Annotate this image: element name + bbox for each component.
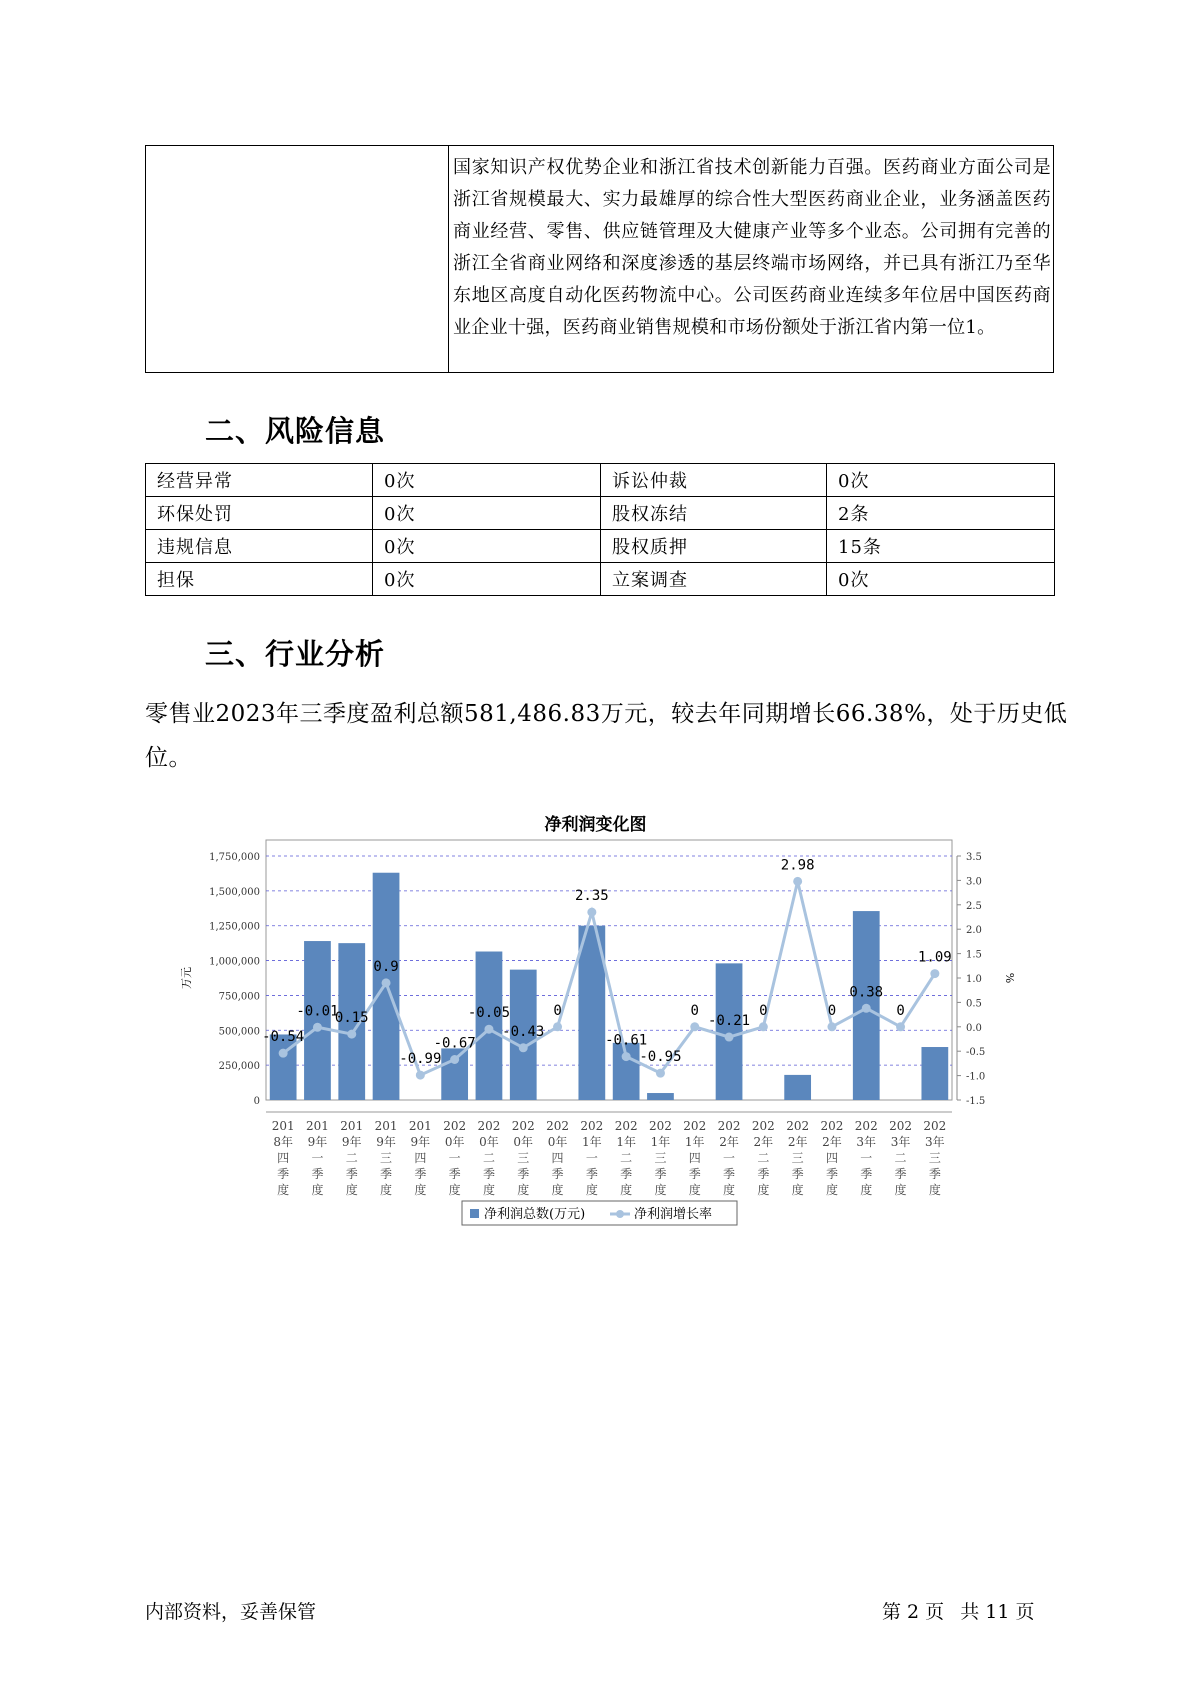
growth-data-label: -0.05 (467, 1005, 511, 1022)
growth-data-label: 0 (827, 1002, 837, 1019)
growth-data-label: 1.09 (917, 949, 952, 966)
growth-data-label: -0.67 (433, 1035, 476, 1052)
intro-table (145, 145, 1054, 373)
growth-data-label: 0 (896, 1002, 905, 1019)
y2-tick-label: 0.5 (966, 998, 982, 1010)
growth-point (347, 1030, 356, 1039)
intro-text: 国家知识产权优势企业和浙江省技术创新能力百强。医药商业方面公司是浙江省规模最大、实力最雄厚的综合性大型医药商业企业，业务涵盖医药商业经营、零售、供应链管理及大健康产业等多个业态。公司拥有完善的浙江全省商业网络和深度渗透的基层终端市场网络，并已具有浙江乃至华东地区高度自动化医药物流中心。公司医药商业连续多年位居中国医药商业企业十强，医药商业销售规模和市场份额处于浙江省内第一位1。 (453, 157, 1051, 338)
footer-total-pages: 共 11 页 (960, 1601, 1035, 1623)
footer-page (882, 1597, 1044, 1624)
x-tick-label: 201 9年四季度 (408, 1119, 432, 1197)
x-tick-label: 202 3年二季度 (889, 1119, 913, 1197)
plot-frame (266, 840, 952, 1100)
growth-data-label: 0.9 (373, 958, 399, 975)
x-tick-label: 202 1年三季度 (648, 1119, 672, 1197)
bar (784, 1075, 811, 1100)
y-tick-label: 750,000 (218, 991, 260, 1003)
x-tick-label: 201 9年三季度 (374, 1119, 398, 1197)
y-tick-label: 0 (253, 1096, 260, 1107)
legend-bar-label: 净利润总数(万元) (484, 1207, 586, 1222)
growth-data-label: 2.98 (780, 857, 815, 874)
growth-point (622, 1052, 631, 1061)
risk-value: 0次 (373, 563, 601, 596)
y2-tick-label: -1.0 (966, 1071, 986, 1083)
x-tick-label: 202 0年四季度 (546, 1119, 570, 1197)
growth-point (930, 969, 939, 978)
x-tick-label: 202 2年三季度 (786, 1119, 810, 1197)
y2-tick-label: 3.0 (966, 876, 982, 888)
growth-point (553, 1022, 562, 1031)
x-tick-label: 202 0年一季度 (443, 1119, 467, 1197)
bar (716, 963, 743, 1100)
risk-label: 违规信息 (146, 530, 373, 563)
risk-row (146, 464, 1055, 497)
x-tick-label: 202 0年三季度 (511, 1119, 535, 1197)
growth-point (416, 1071, 425, 1080)
growth-point (587, 908, 596, 917)
growth-point (519, 1043, 528, 1052)
growth-data-label: -0.01 (296, 1003, 339, 1020)
x-tick-label: 202 3年一季度 (854, 1119, 878, 1197)
x-tick-label: 202 2年四季度 (820, 1119, 844, 1197)
x-tick-label: 202 0年二季度 (477, 1119, 501, 1197)
growth-data-label: 2.35 (574, 888, 609, 905)
footer-note: 内部资料，妥善保管 (145, 1601, 317, 1623)
growth-point (793, 877, 802, 886)
risk-label: 环保处罚 (146, 497, 373, 530)
x-tick-label: 201 8年四季度 (271, 1119, 295, 1197)
risk-row (146, 530, 1055, 563)
risk-label: 诉讼仲裁 (601, 464, 827, 497)
growth-data-label: 0.38 (849, 984, 884, 1001)
risk-label: 担保 (146, 563, 373, 596)
y2-axis-label: % (1003, 972, 1016, 984)
y2-tick-label: 2.5 (966, 900, 982, 912)
bar (921, 1047, 948, 1100)
growth-point (313, 1023, 322, 1032)
y-tick-label: 1,500,000 (209, 886, 260, 898)
risk-value: 0次 (827, 563, 1055, 596)
risk-label: 经营异常 (146, 464, 373, 497)
x-tick-label: 202 3年三季度 (923, 1119, 947, 1197)
growth-data-label: 0 (759, 1002, 768, 1019)
risk-label: 股权质押 (601, 530, 827, 563)
y-tick-label: 250,000 (218, 1061, 260, 1073)
net-profit-chart (170, 800, 1030, 1260)
growth-point (862, 1004, 871, 1013)
growth-data-label: -0.54 (262, 1029, 305, 1046)
growth-data-label: 0 (690, 1002, 699, 1019)
x-tick-label: 201 9年一季度 (305, 1119, 329, 1197)
bar (304, 941, 331, 1100)
y2-tick-label: 2.0 (966, 925, 982, 937)
growth-data-label: -0.43 (502, 1023, 545, 1040)
growth-point (450, 1055, 459, 1064)
chart-title: 净利润变化图 (544, 815, 647, 835)
growth-data-label: 0 (553, 1002, 562, 1019)
growth-data-label: -0.21 (707, 1013, 751, 1030)
legend-line-marker (616, 1210, 624, 1218)
y-tick-label: 1,250,000 (209, 921, 260, 933)
risk-value: 2条 (827, 497, 1055, 530)
y2-tick-label: 1.5 (966, 949, 982, 961)
growth-data-label: 0.15 (334, 1010, 369, 1027)
growth-point (725, 1033, 734, 1042)
growth-point (484, 1025, 493, 1034)
growth-point (690, 1022, 699, 1031)
industry-paragraph: 零售业2023年三季度盈利总额581,486.83万元，较去年同期增长66.38%，处于历史低位。 (145, 701, 1068, 771)
growth-data-label: -0.99 (399, 1051, 442, 1068)
risk-row (146, 563, 1055, 596)
legend-bar-swatch (470, 1209, 479, 1218)
x-tick-label: 202 1年二季度 (614, 1119, 638, 1197)
x-tick-label: 202 2年一季度 (717, 1119, 741, 1197)
growth-point (896, 1022, 905, 1031)
y-tick-label: 1,750,000 (209, 852, 260, 863)
growth-point (279, 1049, 288, 1058)
legend-line-label: 净利润增长率 (634, 1207, 713, 1222)
risk-label: 立案调查 (601, 563, 827, 596)
risk-value: 0次 (373, 497, 601, 530)
growth-point (382, 978, 391, 987)
growth-data-label: -0.61 (605, 1032, 648, 1049)
risk-value: 0次 (827, 464, 1055, 497)
growth-point (759, 1022, 768, 1031)
y-tick-label: 1,000,000 (209, 956, 260, 968)
risk-row (146, 497, 1055, 530)
bar (647, 1093, 674, 1100)
industry-section-title: 三、行业分析 (205, 637, 386, 671)
risk-value: 15条 (827, 530, 1055, 563)
growth-point (827, 1022, 836, 1031)
risk-label: 股权冻结 (601, 497, 827, 530)
footer-page-number: 第 2 页 (882, 1601, 945, 1623)
y2-tick-label: 1.0 (966, 974, 982, 985)
intro-right-cell (449, 146, 1054, 373)
risk-value: 0次 (373, 464, 601, 497)
growth-data-label: -0.95 (639, 1049, 682, 1066)
y2-tick-label: -1.5 (966, 1096, 986, 1107)
risk-section-title: 二、风险信息 (205, 414, 386, 448)
growth-point (656, 1069, 665, 1078)
y-axis-label: 万元 (180, 967, 193, 989)
x-tick-label: 201 9年二季度 (340, 1119, 364, 1197)
risk-value: 0次 (373, 530, 601, 563)
risk-table (145, 463, 1055, 596)
x-tick-label: 202 1年四季度 (683, 1119, 707, 1197)
x-tick-label: 202 1年一季度 (580, 1119, 604, 1197)
y2-tick-label: -0.5 (966, 1047, 986, 1059)
y2-tick-label: 0.0 (966, 1022, 982, 1034)
intro-left-cell (146, 146, 449, 373)
y-tick-label: 500,000 (218, 1026, 260, 1038)
x-tick-label: 202 2年二季度 (751, 1119, 775, 1197)
y2-tick-label: 3.5 (966, 852, 982, 863)
